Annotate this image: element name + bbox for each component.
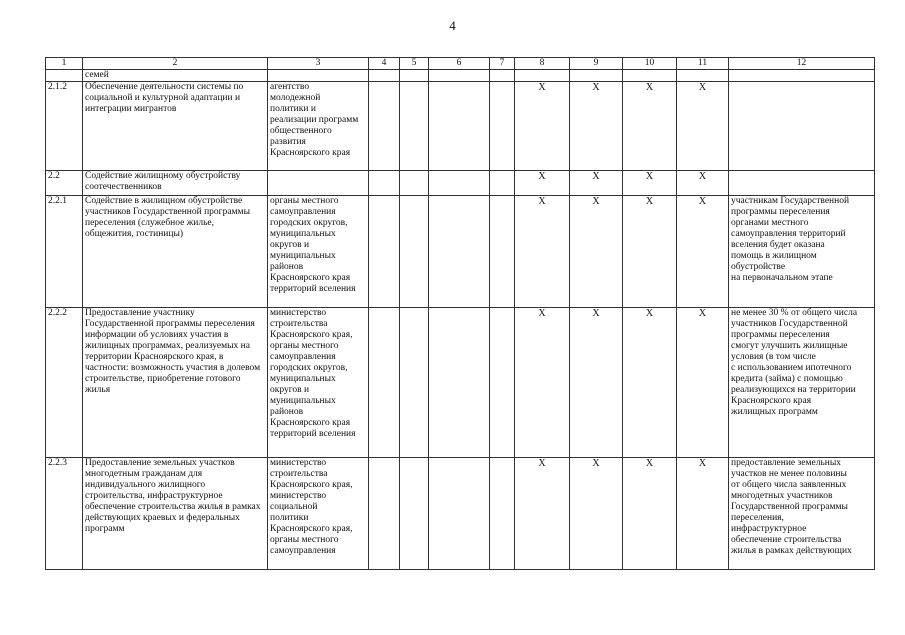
mark-cell: X (570, 308, 623, 458)
empty-cell (369, 70, 400, 82)
item-executor: агентство молодежной политики и реализации программ общественного развития Красноярского края (268, 82, 369, 171)
mark-cell: X (677, 171, 729, 196)
mark-cell: X (677, 308, 729, 458)
item-executor (268, 171, 369, 196)
header-cell: 12 (729, 58, 875, 70)
empty-cell (429, 196, 490, 308)
mark-cell: X (515, 82, 570, 171)
empty-cell (400, 308, 429, 458)
item-number: 2.2.2 (46, 308, 83, 458)
item-description: Предоставление земельных участков многодетным гражданам для индивидуального жилищного строительства, инфраструктурное обеспечение строительства жилья в рамках действующих краевых и федеральных программ (83, 458, 268, 570)
table-row (46, 196, 875, 308)
empty-cell (490, 308, 515, 458)
empty-cell (369, 458, 400, 570)
item-number (46, 70, 83, 82)
header-cell: 10 (623, 58, 677, 70)
item-description: семей (83, 70, 268, 82)
table-row (46, 70, 875, 82)
empty-cell (490, 82, 515, 171)
header-cell: 8 (515, 58, 570, 70)
header-row (46, 58, 875, 70)
item-description: Содействие в жилищном обустройстве участников Государственной программы переселения (служебное жилье, общежития, гостиницы) (83, 196, 268, 308)
empty-cell (400, 196, 429, 308)
empty-cell (490, 458, 515, 570)
mark-cell: X (570, 196, 623, 308)
item-executor (268, 70, 369, 82)
table-row (46, 458, 875, 570)
empty-cell (490, 196, 515, 308)
mark-cell: X (677, 196, 729, 308)
header-cell: 2 (83, 58, 268, 70)
header-cell: 11 (677, 58, 729, 70)
item-number: 2.2 (46, 171, 83, 196)
mark-cell: X (677, 82, 729, 171)
empty-cell (490, 70, 515, 82)
item-description: Содействие жилищному обустройству соотечественников (83, 171, 268, 196)
item-result: предоставление земельных участков не менее половины от общего числа заявленных многодетных участников Государственной программы переселения, инфраструктурное обеспечение строительства жилья в рамках действующих (729, 458, 875, 570)
item-result (729, 70, 875, 82)
mark-cell: X (570, 171, 623, 196)
mark-cell (677, 70, 729, 82)
page-number: 4 (449, 18, 456, 33)
empty-cell (369, 308, 400, 458)
table-row (46, 308, 875, 458)
header-cell: 1 (46, 58, 83, 70)
header-cell: 4 (369, 58, 400, 70)
item-description: Обеспечение деятельности системы по социальной и культурной адаптации и интеграции мигрантов (83, 82, 268, 171)
item-result: не менее 30 % от общего числа участников Государственной программы переселения смогут улучшить жилищные условия (в том числе с использованием ипотечного кредита (займа) с помощью реализующихся на территории Красноярского края жилищных программ (729, 308, 875, 458)
item-number: 2.1.2 (46, 82, 83, 171)
mark-cell: X (623, 458, 677, 570)
empty-cell (369, 196, 400, 308)
empty-cell (429, 171, 490, 196)
header-cell: 9 (570, 58, 623, 70)
table-row (46, 82, 875, 171)
mark-cell: X (515, 308, 570, 458)
mark-cell (623, 70, 677, 82)
item-result: участникам Государственной программы переселения органами местного самоуправления территорий вселения будет оказана помощь в жилищном обустройстве на первоначальном этапе (729, 196, 875, 308)
table-row (46, 171, 875, 196)
header-cell: 6 (429, 58, 490, 70)
item-executor: министерство строительства Красноярского края, органы местного самоуправления городских округов, муниципальных округов и муниципальных районов Красноярского края территорий вселения (268, 308, 369, 458)
item-executor: органы местного самоуправления городских округов, муниципальных округов и муниципальных районов Красноярского края территорий вселения (268, 196, 369, 308)
mark-cell: X (515, 196, 570, 308)
header-cell: 3 (268, 58, 369, 70)
empty-cell (429, 458, 490, 570)
empty-cell (400, 82, 429, 171)
mark-cell: X (570, 458, 623, 570)
item-result (729, 171, 875, 196)
item-result (729, 82, 875, 171)
empty-cell (400, 458, 429, 570)
item-executor: министерство строительства Красноярского края, министерство социальной политики Красноярского края, органы местного самоуправления (268, 458, 369, 570)
mark-cell: X (515, 171, 570, 196)
mark-cell: X (570, 82, 623, 171)
item-number: 2.2.3 (46, 458, 83, 570)
mark-cell: X (515, 458, 570, 570)
header-cell: 7 (490, 58, 515, 70)
measures-table (45, 57, 875, 570)
mark-cell: X (623, 82, 677, 171)
mark-cell: X (623, 308, 677, 458)
header-cell: 5 (400, 58, 429, 70)
empty-cell (429, 82, 490, 171)
empty-cell (429, 70, 490, 82)
empty-cell (369, 82, 400, 171)
mark-cell: X (623, 171, 677, 196)
empty-cell (400, 70, 429, 82)
item-description: Предоставление участнику Государственной программы переселения информации об условиях участия в жилищных программах, реализуемых на территории Красноярского края, в частности: возможность участия в долевом строительстве, приобретение готового жилья (83, 308, 268, 458)
empty-cell (429, 308, 490, 458)
item-number: 2.2.1 (46, 196, 83, 308)
mark-cell (570, 70, 623, 82)
mark-cell: X (677, 458, 729, 570)
empty-cell (369, 171, 400, 196)
empty-cell (400, 171, 429, 196)
mark-cell (515, 70, 570, 82)
empty-cell (490, 171, 515, 196)
mark-cell: X (623, 196, 677, 308)
